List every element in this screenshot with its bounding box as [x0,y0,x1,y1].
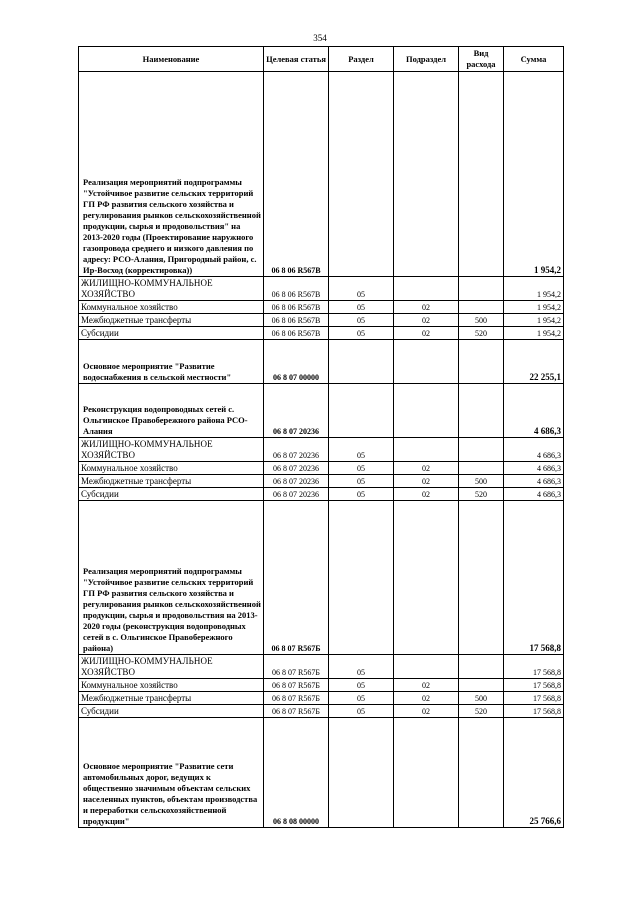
table-row [79,301,564,314]
row-section: 05 [329,462,394,475]
page-number: 354 [313,33,327,43]
row-subsection [394,72,459,277]
row-name: ЖИЛИЩНО-КОММУНАЛЬНОЕ ХОЗЯЙСТВО [79,438,264,462]
row-section: 05 [329,655,394,679]
table-row [79,692,564,705]
row-section: 05 [329,692,394,705]
table-row [79,277,564,301]
row-expense-type [459,301,504,314]
row-name: Субсидии [79,488,264,501]
row-expense-type: 500 [459,692,504,705]
table-row [79,475,564,488]
row-target: 06 8 07 00000 [264,340,329,384]
row-expense-type [459,718,504,828]
row-name: Коммунальное хозяйство [79,301,264,314]
table-header-row [79,47,564,72]
row-name: Межбюджетные трансферты [79,692,264,705]
row-amount: 4 686,3 [504,462,564,475]
row-section: 05 [329,301,394,314]
row-target: 06 8 06 R567В [264,72,329,277]
row-expense-type [459,679,504,692]
row-subsection: 02 [394,314,459,327]
header-expense-type: Вид расхода [459,47,504,72]
table-row [79,384,564,438]
row-amount: 17 568,8 [504,655,564,679]
row-amount: 17 568,8 [504,705,564,718]
row-amount: 17 568,8 [504,501,564,655]
row-amount: 25 766,6 [504,718,564,828]
row-target: 06 8 07 20236 [264,475,329,488]
row-name: Межбюджетные трансферты [79,314,264,327]
row-name: ЖИЛИЩНО-КОММУНАЛЬНОЕ ХОЗЯЙСТВО [79,655,264,679]
row-target: 06 8 07 20236 [264,462,329,475]
row-amount: 4 686,3 [504,384,564,438]
table-row [79,72,564,277]
row-subsection: 02 [394,488,459,501]
header-subsection: Подраздел [394,47,459,72]
row-section [329,340,394,384]
header-name: Наименование [79,47,264,72]
budget-table [78,46,564,828]
row-name: Коммунальное хозяйство [79,462,264,475]
row-target: 06 8 06 R567В [264,277,329,301]
row-amount: 17 568,8 [504,692,564,705]
row-amount: 1 954,2 [504,314,564,327]
table-row [79,718,564,828]
row-target: 06 8 07 R567Б [264,705,329,718]
row-expense-type [459,655,504,679]
row-expense-type [459,340,504,384]
row-subsection: 02 [394,301,459,314]
row-expense-type: 500 [459,475,504,488]
table-row [79,501,564,655]
row-amount: 17 568,8 [504,679,564,692]
table-row [79,705,564,718]
row-section: 05 [329,475,394,488]
row-subsection: 02 [394,679,459,692]
row-name: Основное мероприятие "Развитие сети автомобильных дорог, ведущих к общественно значимым объектам сельских населенных пунктов, объектам производства и переработки сельскохозяйственной продукции" [79,718,264,828]
row-amount: 4 686,3 [504,475,564,488]
row-target: 06 8 06 R567В [264,301,329,314]
row-section [329,384,394,438]
row-target: 06 8 07 20236 [264,438,329,462]
row-section [329,72,394,277]
header-section: Раздел [329,47,394,72]
row-subsection [394,718,459,828]
row-name: Реализация мероприятий подпрограммы "Устойчивое развитие сельских территорий ГП РФ развития сельского хозяйства и регулирования рынков сельскохозяйственной продукции, сырья и продовольствия на 2013-2020 годы (реконструкция водопроводных сетей в с. Ольгинское Правобережного района) [79,501,264,655]
row-amount: 1 954,2 [504,72,564,277]
row-name: Реконструкция водопроводных сетей с. Ольгинское Правобережного района РСО-Алания [79,384,264,438]
row-section: 05 [329,438,394,462]
row-amount: 4 686,3 [504,488,564,501]
row-subsection [394,277,459,301]
row-section [329,501,394,655]
table-row [79,679,564,692]
row-expense-type [459,277,504,301]
row-expense-type: 520 [459,705,504,718]
row-expense-type [459,384,504,438]
row-subsection: 02 [394,705,459,718]
row-section: 05 [329,277,394,301]
row-subsection [394,501,459,655]
row-section: 05 [329,705,394,718]
row-expense-type [459,438,504,462]
row-section: 05 [329,679,394,692]
row-target: 06 8 06 R567В [264,314,329,327]
row-name: Межбюджетные трансферты [79,475,264,488]
row-subsection [394,655,459,679]
row-subsection [394,340,459,384]
row-name: Реализация мероприятий подпрограммы "Устойчивое развитие сельских территорий ГП РФ развития сельского хозяйства и регулирования рынков сельскохозяйственной продукции, сырья и продовольствия" на 2013-2020 годы (Проектирование наружного газопровода среднего и низкого давления по адресу: РСО-Алания, Пригородный район, с. Ир-Восход (корректировка)) [79,72,264,277]
row-subsection [394,384,459,438]
table-row [79,327,564,340]
row-section: 05 [329,314,394,327]
row-section: 05 [329,327,394,340]
table-row [79,488,564,501]
header-target: Целевая статья [264,47,329,72]
row-name: Основное мероприятие "Развитие водоснабжения в сельской местности" [79,340,264,384]
row-amount: 1 954,2 [504,327,564,340]
row-subsection: 02 [394,692,459,705]
row-expense-type: 520 [459,327,504,340]
row-subsection: 02 [394,327,459,340]
row-target: 06 8 07 20236 [264,384,329,438]
row-target: 06 8 07 R567Б [264,501,329,655]
row-amount: 1 954,2 [504,277,564,301]
table-row [79,438,564,462]
row-expense-type [459,501,504,655]
row-name: ЖИЛИЩНО-КОММУНАЛЬНОЕ ХОЗЯЙСТВО [79,277,264,301]
row-subsection: 02 [394,475,459,488]
row-target: 06 8 07 R567Б [264,655,329,679]
row-target: 06 8 08 00000 [264,718,329,828]
row-name: Коммунальное хозяйство [79,679,264,692]
table-row [79,314,564,327]
row-amount: 4 686,3 [504,438,564,462]
row-section: 05 [329,488,394,501]
table-row [79,340,564,384]
row-target: 06 8 06 R567В [264,327,329,340]
row-name: Субсидии [79,705,264,718]
row-amount: 22 255,1 [504,340,564,384]
row-expense-type: 520 [459,488,504,501]
header-amount: Сумма [504,47,564,72]
row-target: 06 8 07 R567Б [264,679,329,692]
table-row [79,462,564,475]
table-row [79,655,564,679]
row-expense-type [459,72,504,277]
row-subsection: 02 [394,462,459,475]
row-target: 06 8 07 20236 [264,488,329,501]
row-section [329,718,394,828]
row-expense-type: 500 [459,314,504,327]
row-amount: 1 954,2 [504,301,564,314]
row-expense-type [459,462,504,475]
row-name: Субсидии [79,327,264,340]
row-subsection [394,438,459,462]
row-target: 06 8 07 R567Б [264,692,329,705]
